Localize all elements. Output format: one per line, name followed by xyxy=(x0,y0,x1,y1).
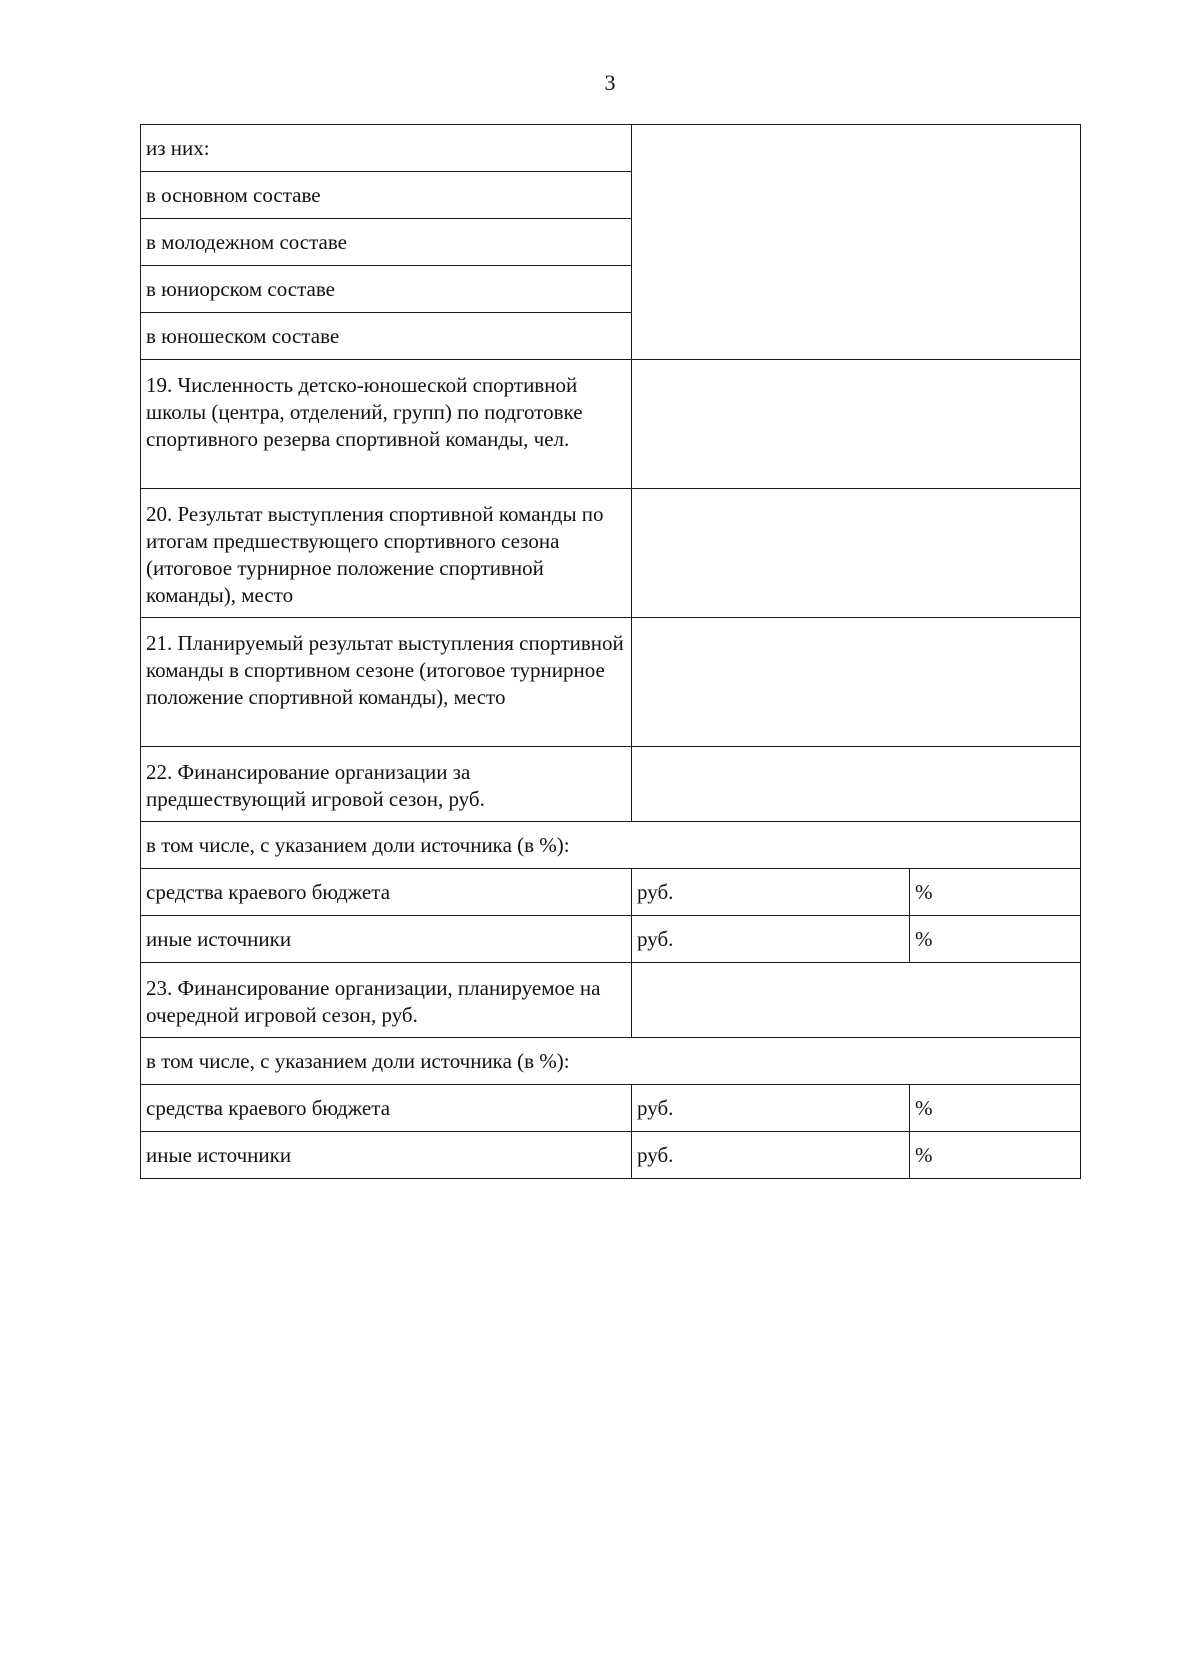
row-label-item-23-budget: средства краевого бюджета xyxy=(141,1085,632,1132)
table-row xyxy=(141,869,1081,916)
row-label-item-22-budget: средства краевого бюджета xyxy=(141,869,632,916)
value-cell-item-23[interactable] xyxy=(632,963,1081,1038)
table-row xyxy=(141,747,1081,822)
percent-cell-item-22-other[interactable]: % xyxy=(910,916,1081,963)
table-row xyxy=(141,916,1081,963)
value-cell-item-21[interactable] xyxy=(632,618,1081,747)
table-row xyxy=(141,618,1081,747)
table-row xyxy=(141,360,1081,489)
percent-cell-item-23-other[interactable]: % xyxy=(910,1132,1081,1179)
row-label-item-22: 22. Финансирование организации за предшествующий игровой сезон, руб. xyxy=(141,747,632,822)
row-label-item-23-other: иные источники xyxy=(141,1132,632,1179)
table-row xyxy=(141,489,1081,618)
row-label-item-23: 23. Финансирование организации, планируемое на очередной игровой сезон, руб. xyxy=(141,963,632,1038)
table-row xyxy=(141,822,1081,869)
table-row xyxy=(141,1132,1081,1179)
rub-cell-item-22-other[interactable]: руб. xyxy=(632,916,910,963)
value-cell-composition[interactable] xyxy=(632,125,1081,360)
value-cell-item-19[interactable] xyxy=(632,360,1081,489)
percent-cell-item-23-budget[interactable]: % xyxy=(910,1085,1081,1132)
rub-cell-item-23-budget[interactable]: руб. xyxy=(632,1085,910,1132)
form-table xyxy=(140,124,1081,1179)
table-row xyxy=(141,1038,1081,1085)
row-label-item-21: 21. Планируемый результат выступления спортивной команды в спортивном сезоне (итоговое турнирное положение спортивной команды), место xyxy=(141,618,632,747)
row-label-item-22-share: в том числе, с указанием доли источника (в %): xyxy=(141,822,1081,869)
rub-cell-item-22-budget[interactable]: руб. xyxy=(632,869,910,916)
value-cell-item-22[interactable] xyxy=(632,747,1081,822)
page-number: 3 xyxy=(604,70,616,95)
row-label-youth-squad: в молодежном составе xyxy=(141,219,632,266)
row-label-iz-nih: из них: xyxy=(141,125,632,172)
table-row xyxy=(141,125,1081,172)
row-label-cadet-squad: в юношеском составе xyxy=(141,313,632,360)
rub-cell-item-23-other[interactable]: руб. xyxy=(632,1132,910,1179)
row-label-main-squad: в основном составе xyxy=(141,172,632,219)
row-label-item-23-share: в том числе, с указанием доли источника (в %): xyxy=(141,1038,1081,1085)
row-label-item-19: 19. Численность детско-юношеской спортивной школы (центра, отделений, групп) по подготовке спортивного резерва спортивной команды, чел. xyxy=(141,360,632,489)
table-row xyxy=(141,963,1081,1038)
row-label-junior-squad: в юниорском составе xyxy=(141,266,632,313)
row-label-item-20: 20. Результат выступления спортивной команды по итогам предшествующего спортивного сезона (итоговое турнирное положение спортивной команды), место xyxy=(141,489,632,618)
percent-cell-item-22-budget[interactable]: % xyxy=(910,869,1081,916)
value-cell-item-20[interactable] xyxy=(632,489,1081,618)
row-label-item-22-other: иные источники xyxy=(141,916,632,963)
table-row xyxy=(141,1085,1081,1132)
